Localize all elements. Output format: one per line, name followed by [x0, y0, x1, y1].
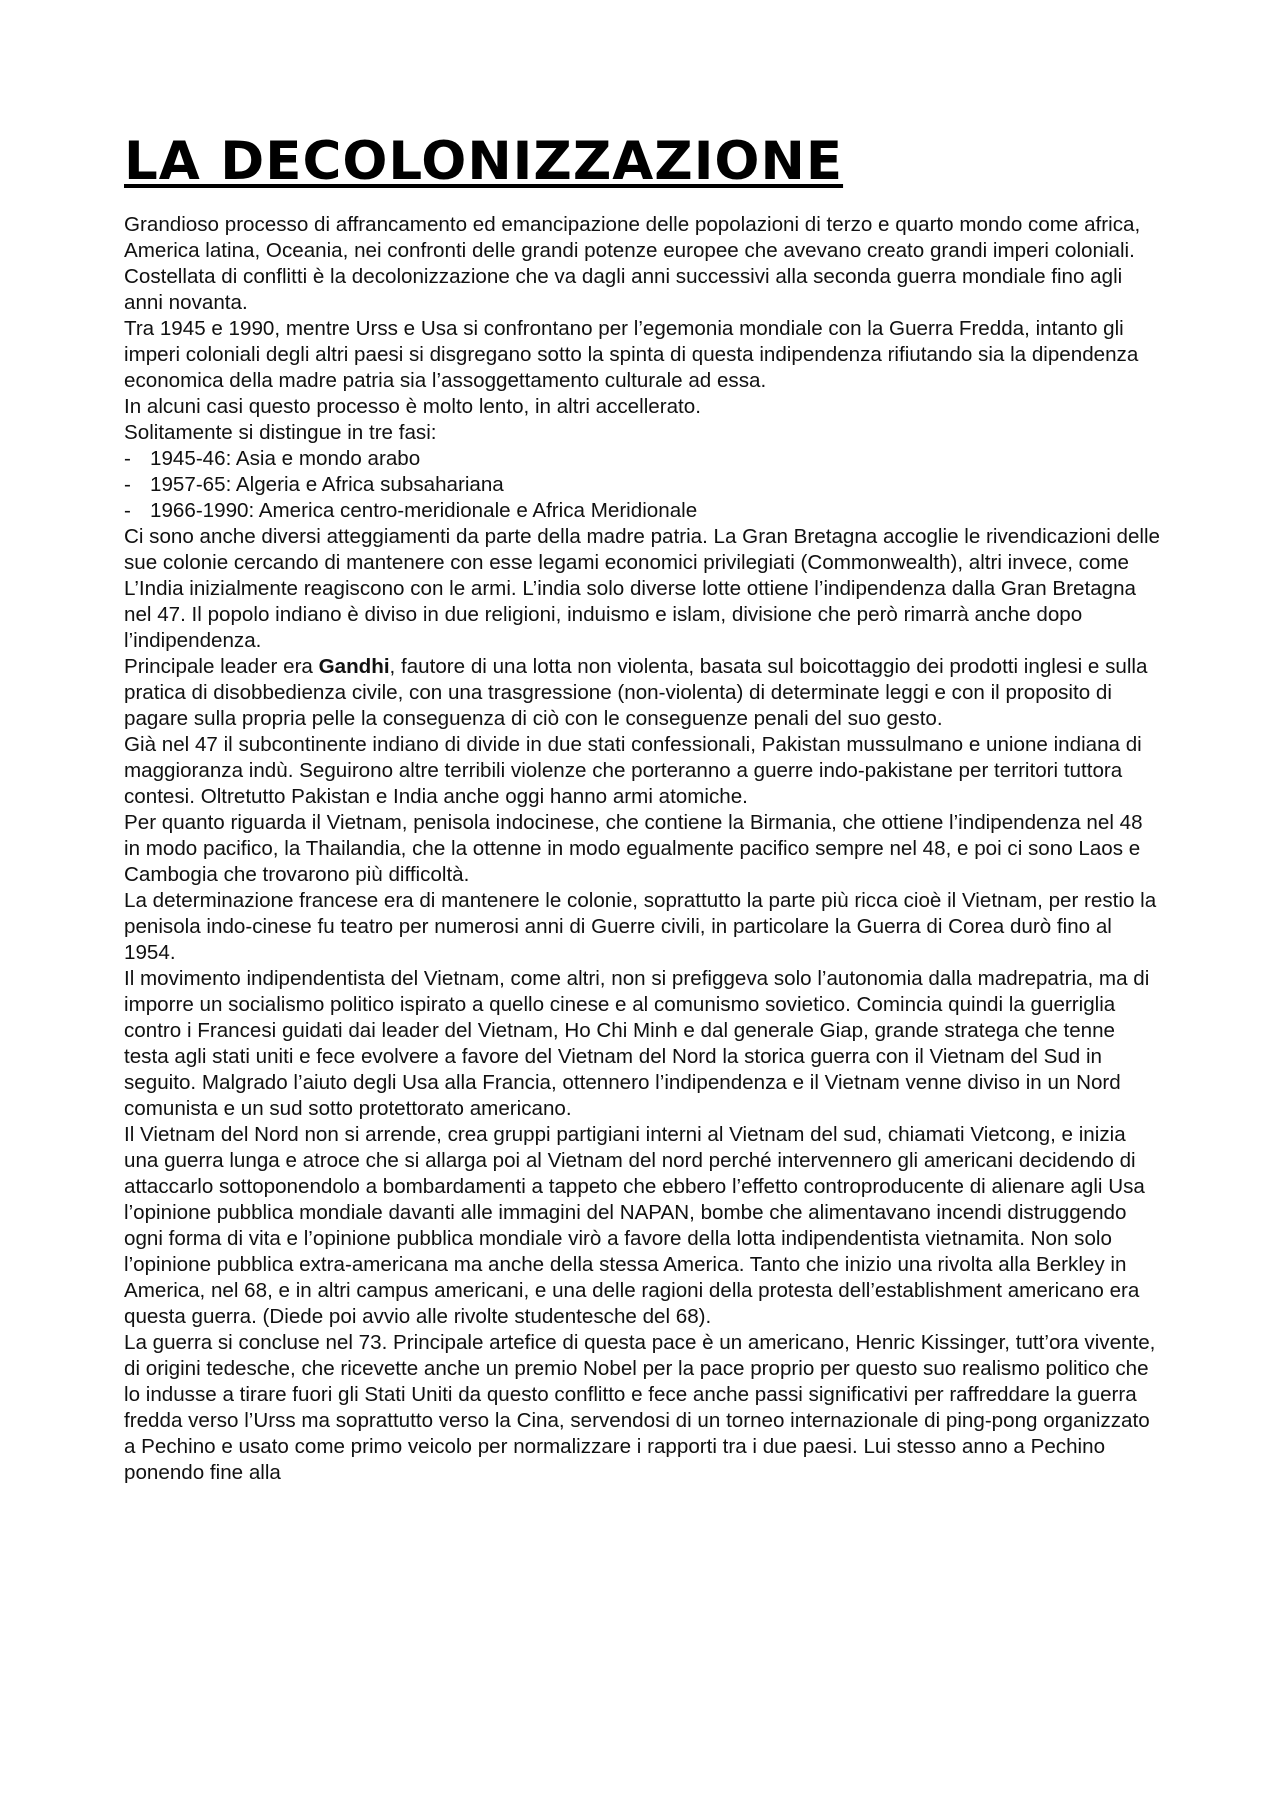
phases-list — [124, 446, 1164, 524]
list-item: - 1957-65: Algeria e Africa subsahariana — [124, 473, 504, 496]
paragraph-phases-intro: Solitamente si distingue in tre fasi: — [124, 421, 437, 444]
paragraph-peace: La guerra si concluse nel 73. Principale artefice di questa pace è un americano, Henric Kissinger, tutt’ora vivente, di origini tedesche, che ricevette anche un premio Nobel per la pace proprio per questo suo realismo politico che lo indusse a tirare fuori gli Stati Uniti da questo conflitto e fece anche passi significativi per raffreddare la guerra fredda verso l’Urss ma soprattutto verso la Cina, servendosi di un torneo internazionale di ping-pong organizzato a Pechino e usato come primo veicolo per normalizzare i rapporti tra i due paesi. Lui stesso anno a Pechino ponendo fine alla — [124, 1331, 1156, 1484]
list-item-text: 1957-65: Algeria e Africa subsahariana — [150, 473, 504, 496]
gandhi-text-before: Principale leader era — [124, 655, 319, 678]
paragraph-cold-war: Tra 1945 e 1990, mentre Urss e Usa si confrontano per l’egemonia mondiale con la Guerra Fredda, intanto gli imperi coloniali degli altri paesi si disgregano sotto la spinta di questa indipendenza rifiutando sia la dipendenza economica della madre patria sia l’assoggettamento culturale ad essa. — [124, 317, 1139, 392]
document-page — [124, 132, 1164, 1486]
paragraph-vietnam-independence: Il movimento indipendentista del Vietnam, come altri, non si prefiggeva solo l’autonomia dalla madrepatria, ma di imporre un socialismo politico ispirato a quello cinese e al comunismo sovietico. Comincia quindi la guerriglia contro i Francesi guidati dai leader del Vietnam, Ho Chi Minh e dal generale Giap, grande stratega che tenne testa agli stati uniti e fece evolvere a favore del Vietnam del Nord la storica guerra con il Vietnam del Sud in seguito. Malgrado l’aiuto degli Usa alla Francia, ottennero l’indipendenza e il Vietnam venne diviso in un Nord comunista e un sud sotto protettorato americano. — [124, 967, 1150, 1120]
paragraph-conflicts: Costellata di conflitti è la decolonizzazione che va dagli anni successivi alla seconda guerra mondiale fino agli anni novanta. — [124, 265, 1123, 314]
paragraph-intro: Grandioso processo di affrancamento ed emancipazione delle popolazioni di terzo e quarto mondo come africa, America latina, Oceania, nei confronti delle grandi potenze europee che avevano creato grandi imperi coloniali. — [124, 213, 1141, 262]
document-body — [124, 212, 1164, 1486]
paragraph-attitudes: Ci sono anche diversi atteggiamenti da parte della madre patria. La Gran Bretagna accoglie le rivendicazioni delle sue colonie cercando di mantenere con esse legami economici privilegiati (Commonwealth), altri invece, come L’India inizialmente reagiscono con le armi. L’india solo diverse lotte ottiene l’indipendenza dalla Gran Bretagna nel 47. Il popolo indiano è diviso in due religioni, induismo e islam, divisione che però rimarrà anche dopo l’indipendenza. — [124, 525, 1161, 652]
paragraph-french: La determinazione francese era di mantenere le colonie, soprattutto la parte più ricca cioè il Vietnam, per restio la penisola indo-cinese fu teatro per numerosi anni di Guerre civili, in particolare la Guerra di Corea durò fino al 1954. — [124, 889, 1157, 964]
list-item: - 1945-46: Asia e mondo arabo — [124, 447, 421, 470]
page-title: LA DECOLONIZZAZIONE — [124, 131, 844, 192]
list-item: - 1966-1990: America centro-meridionale e Africa Meridionale — [124, 499, 698, 522]
gandhi-name: Gandhi — [318, 655, 390, 678]
paragraph-partition: Già nel 47 il subcontinente indiano di divide in due stati confessionali, Pakistan mussulmano e unione indiana di maggioranza indù. Seguirono altre terribili violenze che porteranno a guerre indo-pakistane per territori tuttora contesi. Oltretutto Pakistan e India anche oggi hanno armi atomiche. — [124, 733, 1142, 808]
paragraph-indochina: Per quanto riguarda il Vietnam, penisola indocinese, che contiene la Birmania, che ottiene l’indipendenza nel 48 in modo pacifico, la Thailandia, che la ottenne in modo egualmente pacifico sempre nel 48, e poi ci sono Laos e Cambogia che trovarono più difficoltà. — [124, 811, 1143, 886]
paragraph-gandhi — [124, 654, 1164, 732]
list-item-text: 1966-1990: America centro-meridionale e Africa Meridionale — [150, 499, 698, 522]
list-item-text: 1945-46: Asia e mondo arabo — [150, 447, 421, 470]
gandhi-text-after: , fautore di una lotta non violenta, basata sul boicottaggio dei prodotti inglesi e sulla pratica di disobbedienza civile, con una trasgressione (non-violenta) di determinate leggi e con il proposito di pagare sulla propria pelle la conseguenza di ciò con le conseguenze penali del suo gesto. — [124, 655, 1148, 730]
paragraph-speed: In alcuni casi questo processo è molto lento, in altri accellerato. — [124, 395, 701, 418]
paragraph-vietnam-war: Il Vietnam del Nord non si arrende, crea gruppi partigiani interni al Vietnam del sud, chiamati Vietcong, e inizia una guerra lunga e atroce che si allarga poi al Vietnam del nord perché intervennero gli americani decidendo di attaccarlo sottoponendolo a bombardamenti a tappeto che ebbero l’effetto controproducente di alienare agli Usa l’opinione pubblica mondiale davanti alle immagini del NAPAN, bombe che alimentavano incendi distruggendo ogni forma di vita e l’opinione pubblica mondiale virò a favore della lotta indipendentista vietnamita. Non solo l’opinione pubblica extra-americana ma anche della stessa America. Tanto che inizio una rivolta alla Berkley in America, nel 68, e in altri campus americani, e una delle ragioni della protesta dell’establishment americano era questa guerra. (Diede poi avvio alle rivolte studentesche del 68). — [124, 1123, 1145, 1328]
